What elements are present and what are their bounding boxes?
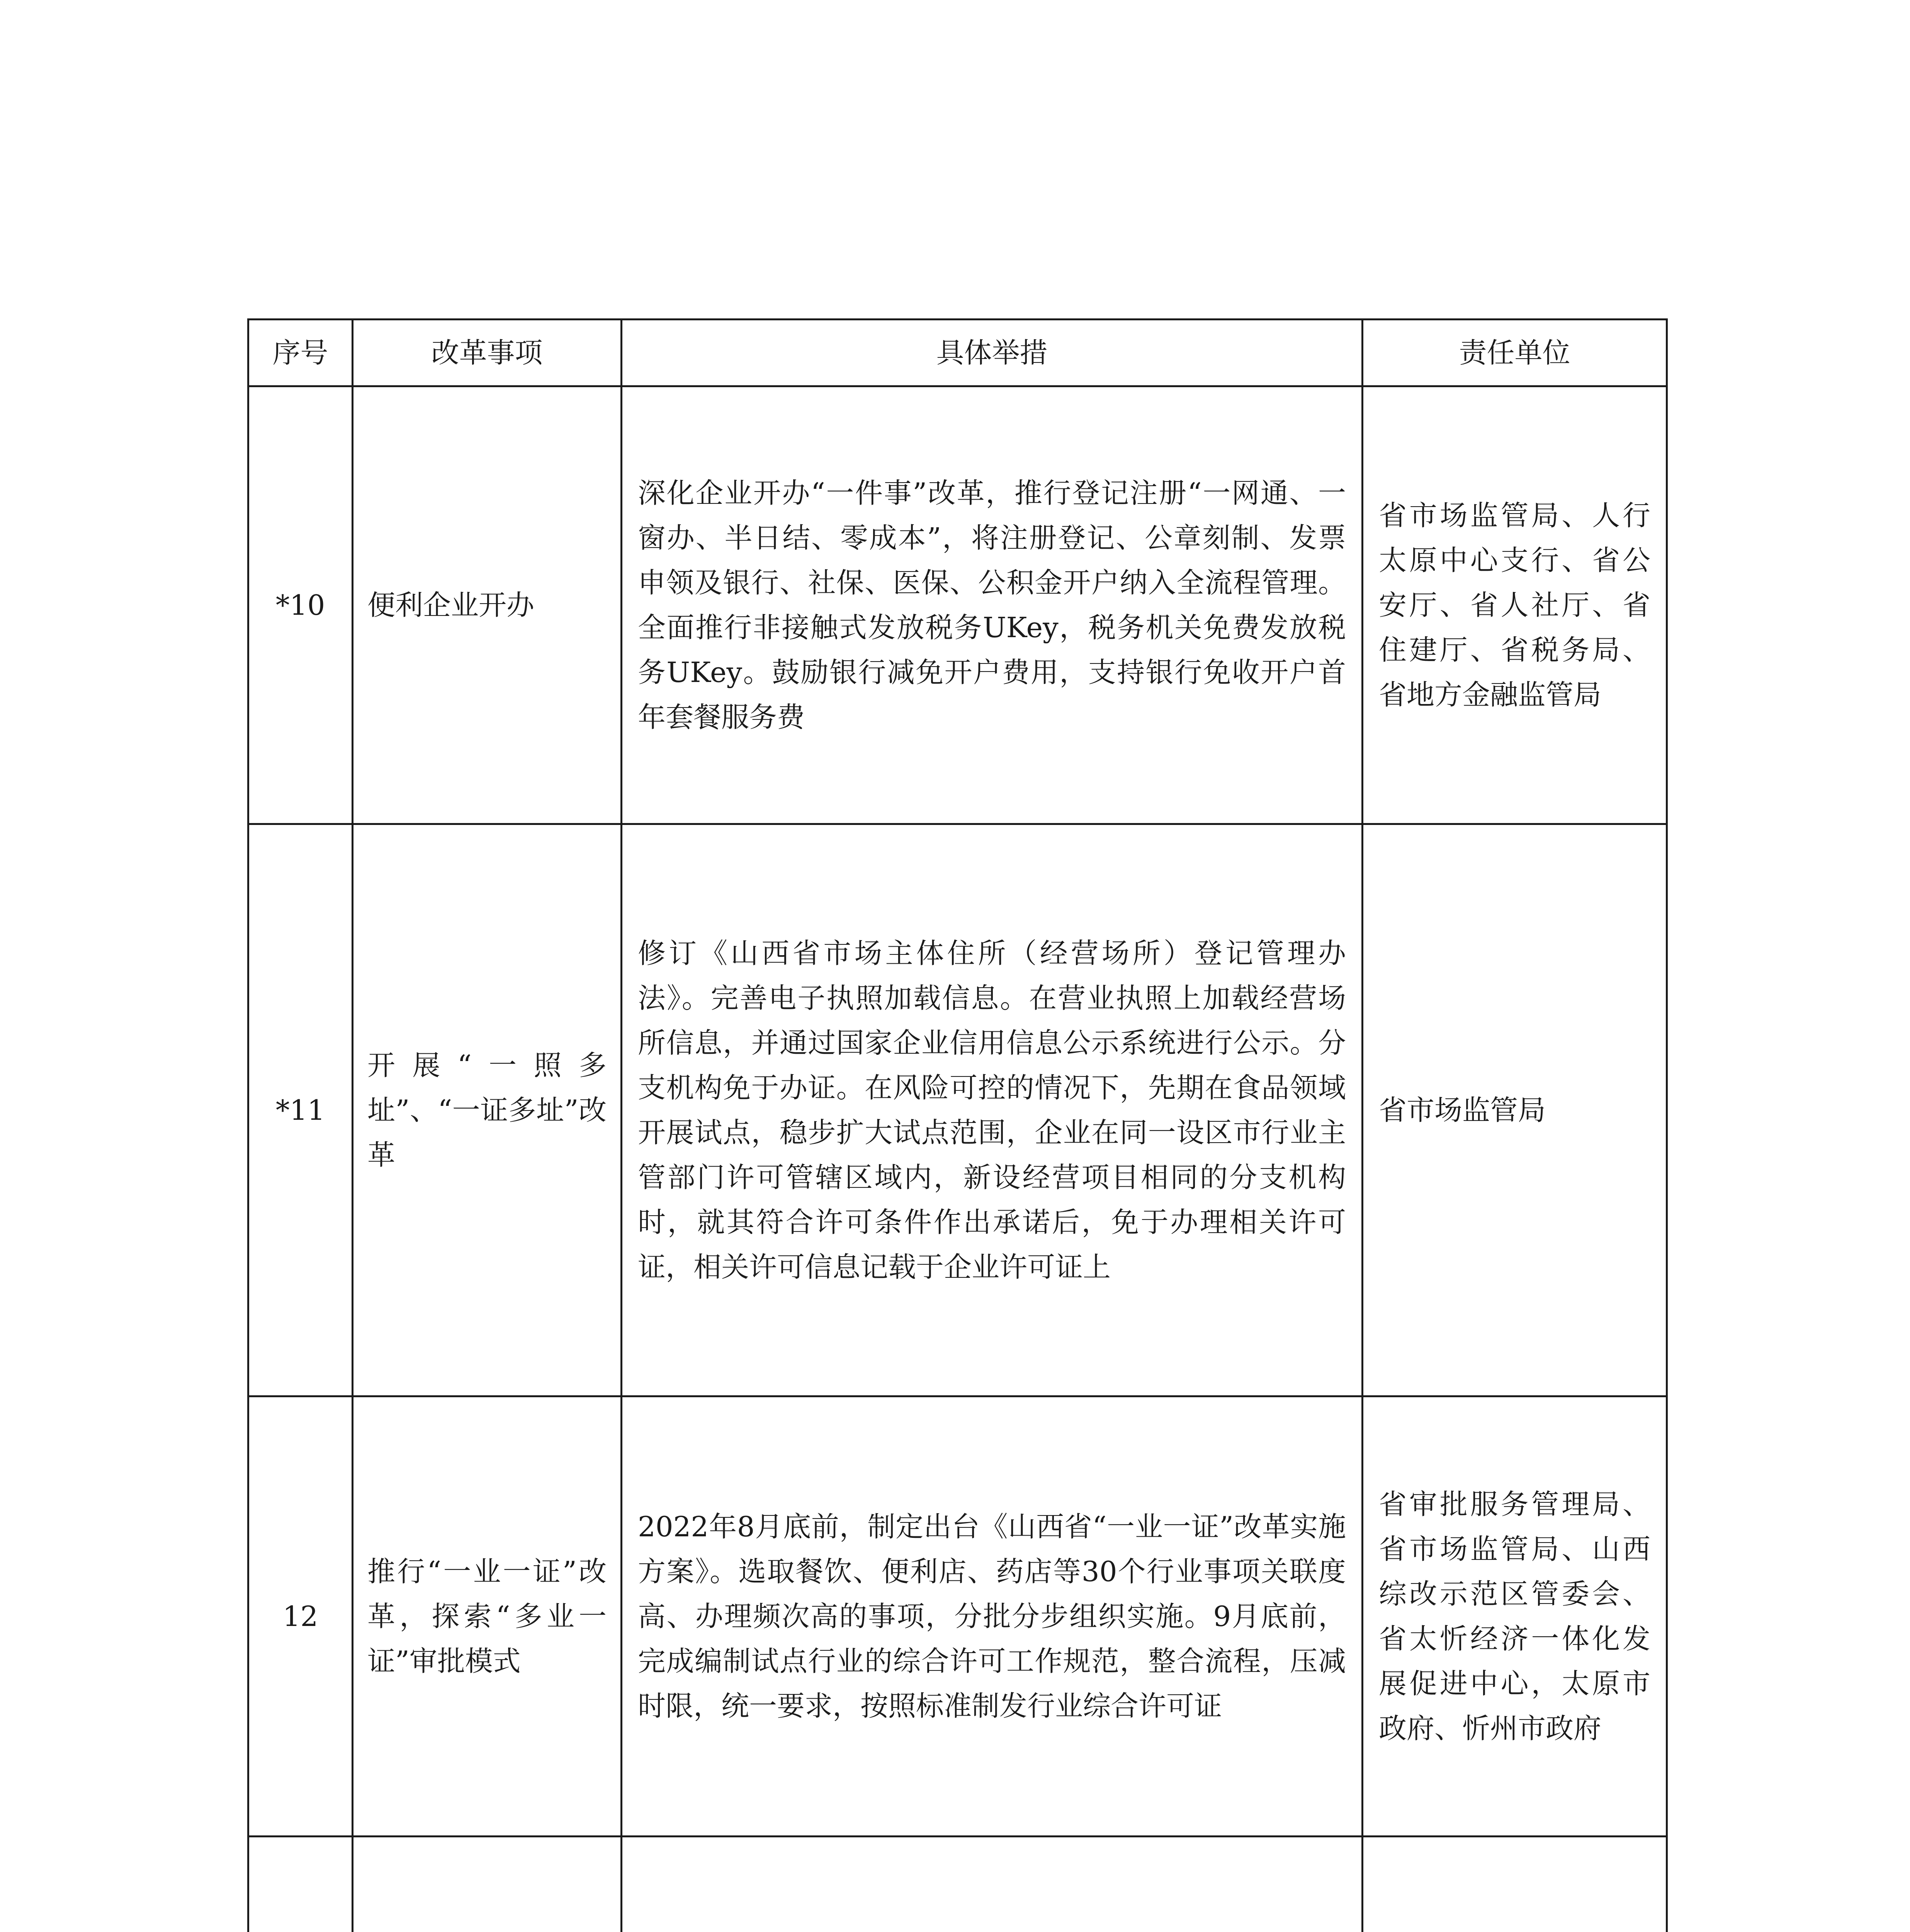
row-reform-item: 便利企业开办 [353,386,622,824]
row-responsible-units: 省市场监管局、人行太原中心支行、省公安厅、省人社厅、省住建厅、省税务局、省地方金融监管局 [1363,386,1667,824]
reform-table-container [247,318,1666,1932]
header-reform-item: 改革事项 [353,320,622,386]
row-measures: 修订《山西省市场主体住所（经营场所）登记管理办法》。完善电子执照加载信息。在营业执照上加载经营场所信息，并通过国家企业信用信息公示系统进行公示。分支机构免于办证。在风险可控的情况下，先期在食品领域开展试点，稳步扩大试点范围，企业在同一设区市行业主管部门许可管辖区域内，新设经营项目相同的分支机构时，就其符合许可条件作出承诺后，免于办理相关许可证，相关许可信息记载于企业许可证上 [622,824,1363,1396]
row-reform-item: 开展“一照多址”、“一证多址”改革 [353,824,622,1396]
table-row [248,824,1667,1396]
header-measures: 具体举措 [622,320,1363,386]
table-row [248,1837,1667,1932]
row-index: *11 [248,824,353,1396]
header-index: 序号 [248,320,353,386]
row-responsible-units [1363,1837,1667,1932]
table-header-row [248,320,1667,386]
row-responsible-units: 省市场监管局 [1363,824,1667,1396]
row-index [248,1837,353,1932]
row-measures [622,1837,1363,1932]
row-index: 12 [248,1396,353,1837]
table-row [248,386,1667,824]
table-row [248,1396,1667,1837]
reform-measures-table [247,318,1668,1932]
row-index: *10 [248,386,353,824]
row-measures: 深化企业开办“一件事”改革，推行登记注册“一网通、一窗办、半日结、零成本”，将注册登记、公章刻制、发票申领及银行、社保、医保、公积金开户纳入全流程管理。全面推行非接触式发放税务UKey，税务机关免费发放税务UKey。鼓励银行减免开户费用，支持银行免收开户首年套餐服务费 [622,386,1363,824]
row-reform-item: 推行“一业一证”改革，探索“多业一证”审批模式 [353,1396,622,1837]
header-responsible-units: 责任单位 [1363,320,1667,386]
row-responsible-units: 省审批服务管理局、省市场监管局、山西综改示范区管委会、省太忻经济一体化发展促进中心，太原市政府、忻州市政府 [1363,1396,1667,1837]
row-measures: 2022年8月底前，制定出台《山西省“一业一证”改革实施方案》。选取餐饮、便利店、药店等30个行业事项关联度高、办理频次高的事项，分批分步组织实施。9月底前，完成编制试点行业的综合许可工作规范，整合流程，压减时限，统一要求，按照标准制发行业综合许可证 [622,1396,1363,1837]
row-reform-item [353,1837,622,1932]
